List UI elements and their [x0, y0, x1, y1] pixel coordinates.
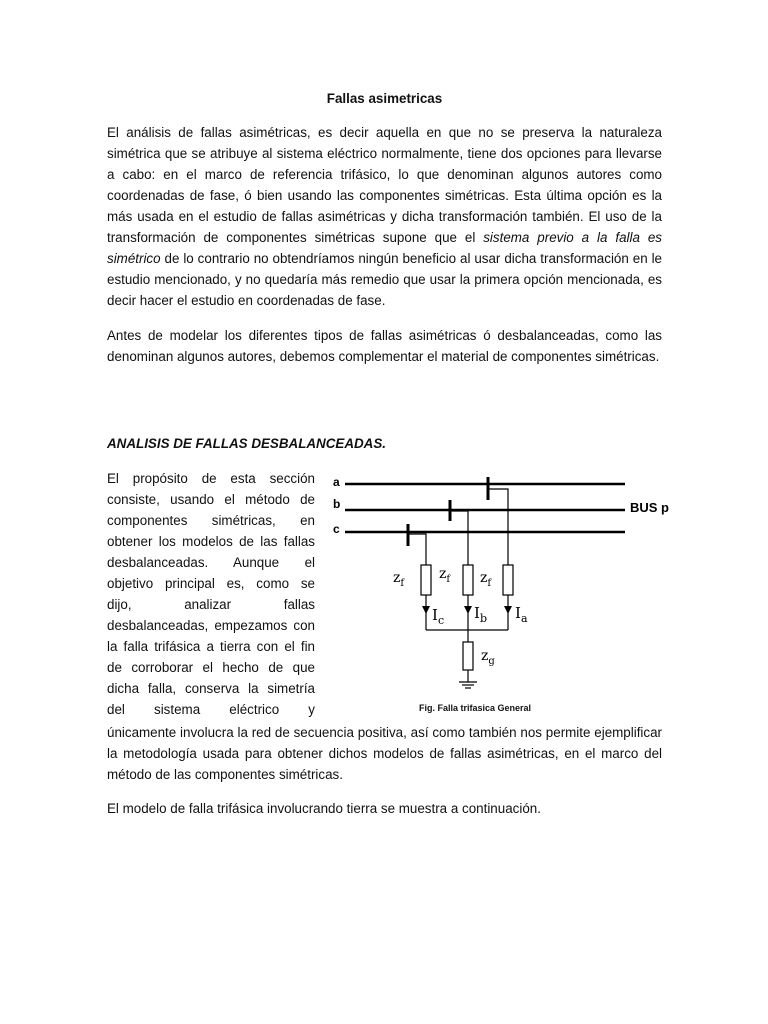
- zf-label-b-sub: f: [446, 574, 451, 585]
- page-title: Fallas asimetricas: [326, 91, 443, 106]
- section-heading: ANALISIS DE FALLAS DESBALANCEADAS.: [107, 436, 386, 451]
- zf-label-b: [439, 566, 451, 585]
- impedance-zf-c: [421, 565, 431, 595]
- zg-label: [481, 648, 495, 667]
- current-label-a-sub: a: [520, 612, 528, 625]
- zf-label-b-main: z: [439, 566, 447, 582]
- zf-label-c-main: z: [393, 570, 401, 586]
- current-label-a: [515, 604, 528, 625]
- purpose-line: dicha falla, conserva la simetría: [107, 681, 315, 696]
- current-arrow-a: [504, 606, 512, 614]
- paragraph-model-intro: El modelo de falla trifásica involucrando tierra se muestra a continuación.: [107, 801, 541, 816]
- purpose-line: El propósito de esta sección: [107, 471, 315, 486]
- bus-label: BUS p: [630, 500, 669, 515]
- tap-wire-b: [450, 511, 468, 565]
- ground-symbol-icon: [459, 682, 477, 688]
- purpose-line: componentes simétricas, en: [107, 513, 315, 528]
- purpose-line: dijo, analizar fallas: [107, 597, 315, 612]
- current-label-c-main: I: [432, 606, 438, 624]
- impedance-zf-a: [503, 565, 513, 595]
- zf-label-c-sub: f: [400, 578, 405, 589]
- impedance-zf-b: [463, 565, 473, 595]
- impedance-zg: [463, 642, 473, 670]
- intro-text-start: El análisis de fallas asimétricas, es decir aquella en que no se preserva la naturaleza simétrica que se atribuye al sistema eléctrico normalmente, tiene dos opciones para llevarse a cabo: en el marco de referencia trifásico, lo que denominan algunos autores como coordenadas de fase, ó bien usando las componentes simétricas. Esta última opción es la más usada en el estudio de fallas asimétricas y dicha transformación también. El uso de la transformación de componentes simétricas supone que el: [107, 125, 662, 245]
- figure-caption: Fig. Falla trifasica General: [418, 703, 532, 713]
- tap-wire-a: [488, 489, 508, 565]
- zf-label-c: [393, 570, 405, 589]
- current-label-b-sub: b: [479, 612, 487, 625]
- purpose-line: obtener los modelos de las fallas: [107, 534, 315, 549]
- fault-diagram: [325, 470, 695, 702]
- phase-label-a: a: [333, 475, 340, 489]
- paragraph-intro: [107, 122, 662, 311]
- phase-label-c: c: [333, 522, 340, 536]
- zf-label-a-sub: f: [487, 578, 492, 589]
- tap-wire-c: [408, 534, 426, 565]
- zf-label-a: [480, 570, 492, 589]
- paragraph-purpose-column: [107, 468, 315, 720]
- purpose-line: del sistema eléctrico y: [107, 702, 315, 717]
- current-label-c: [432, 606, 444, 627]
- purpose-line: desbalanceadas. Aunque el: [107, 555, 315, 570]
- current-label-a-main: I: [515, 604, 521, 622]
- intro-italic-phrase: sistema previo a la falla es simétrico: [107, 230, 662, 266]
- purpose-line: consiste, usando el método de: [107, 492, 315, 507]
- current-label-b-main: I: [474, 604, 480, 622]
- three-phase-fault-figure: [325, 470, 695, 720]
- current-arrow-c: [422, 606, 430, 614]
- current-arrow-b: [464, 606, 472, 614]
- paragraph-purpose-continued: únicamente involucra la red de secuencia positiva, así como también nos permite ejemplificar la metodología usada para obtener dichos modelos de fallas asimétricas, en el marco del método de las componentes simétricas.: [107, 725, 662, 782]
- purpose-line: la falla trifásica a tierra con el fin: [107, 639, 315, 654]
- current-label-b: [474, 604, 487, 625]
- intro-text-end: de lo contrario no obtendríamos ningún beneficio al usar dicha transformación en le estudio mencionado, y no quedaría más remedio que usar la primera opción mencionada, es decir hacer el estudio en coordenadas de fase.: [107, 251, 662, 308]
- zg-label-main: z: [481, 648, 489, 664]
- phase-label-b: b: [333, 497, 341, 511]
- purpose-line: objetivo principal es, como se: [107, 576, 315, 591]
- purpose-line: desbalanceadas, empezamos con: [107, 618, 315, 633]
- zg-label-sub: g: [488, 656, 495, 667]
- paragraph-components: Antes de modelar los diferentes tipos de fallas asimétricas ó desbalanceadas, como las denominan algunos autores, debemos complementar el material de componentes simétricas.: [107, 328, 662, 364]
- purpose-line: de corroborar el hecho de que: [107, 660, 315, 675]
- current-label-c-sub: c: [437, 614, 445, 627]
- zf-label-a-main: z: [480, 570, 488, 586]
